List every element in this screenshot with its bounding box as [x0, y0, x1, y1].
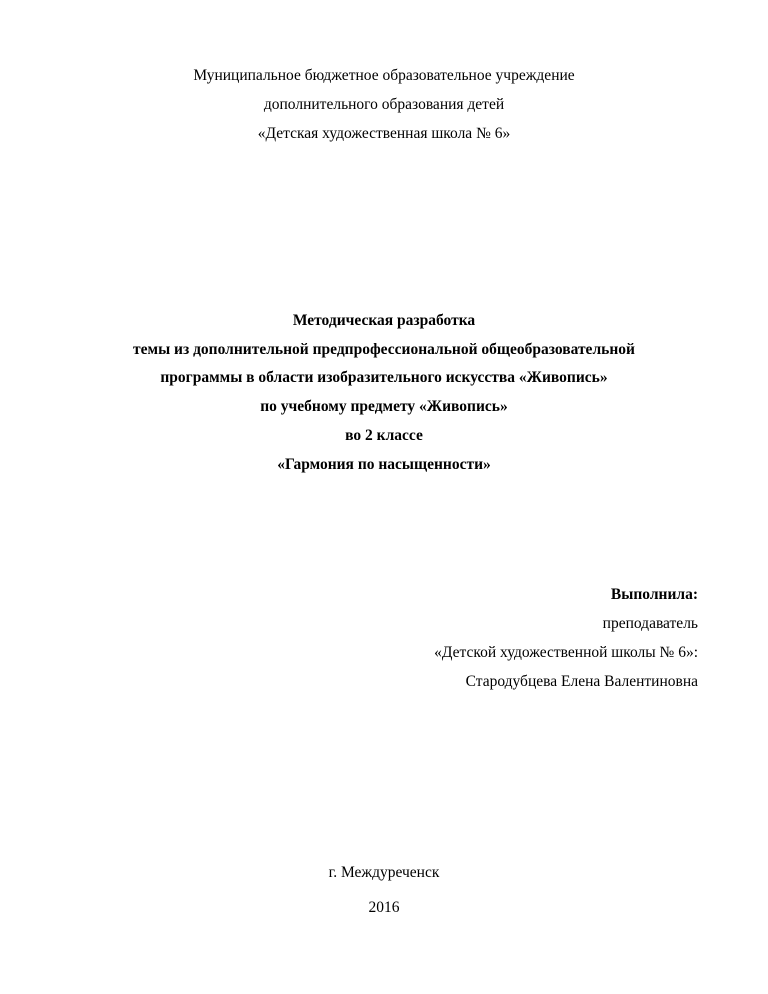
title-line-1: Методическая разработка: [292, 312, 476, 329]
author-role: преподаватель: [602, 615, 698, 632]
institution-line-2: дополнительного образования детей: [263, 96, 505, 113]
title-line-6: «Гармония по насыщенности»: [277, 456, 491, 473]
author-name: Стародубцева Елена Валентиновна: [465, 673, 698, 690]
year: 2016: [368, 899, 400, 916]
title-line-4: по учебному предмету «Живопись»: [260, 398, 508, 415]
title-line-2: темы из дополнительной предпрофессиональной общеобразовательной: [133, 341, 635, 358]
author-school: «Детской художественной школы № 6»:: [434, 644, 698, 661]
title-line-3: программы в области изобразительного искусства «Живопись»: [160, 369, 608, 386]
title-line-5: во 2 классе: [345, 427, 423, 444]
institution-line-1: Муниципальное бюджетное образовательное учреждение: [193, 67, 575, 84]
city: г. Междуреченск: [328, 864, 440, 881]
institution-line-3: «Детская художественная школа № 6»: [257, 125, 511, 142]
author-heading: Выполнила:: [610, 586, 698, 603]
